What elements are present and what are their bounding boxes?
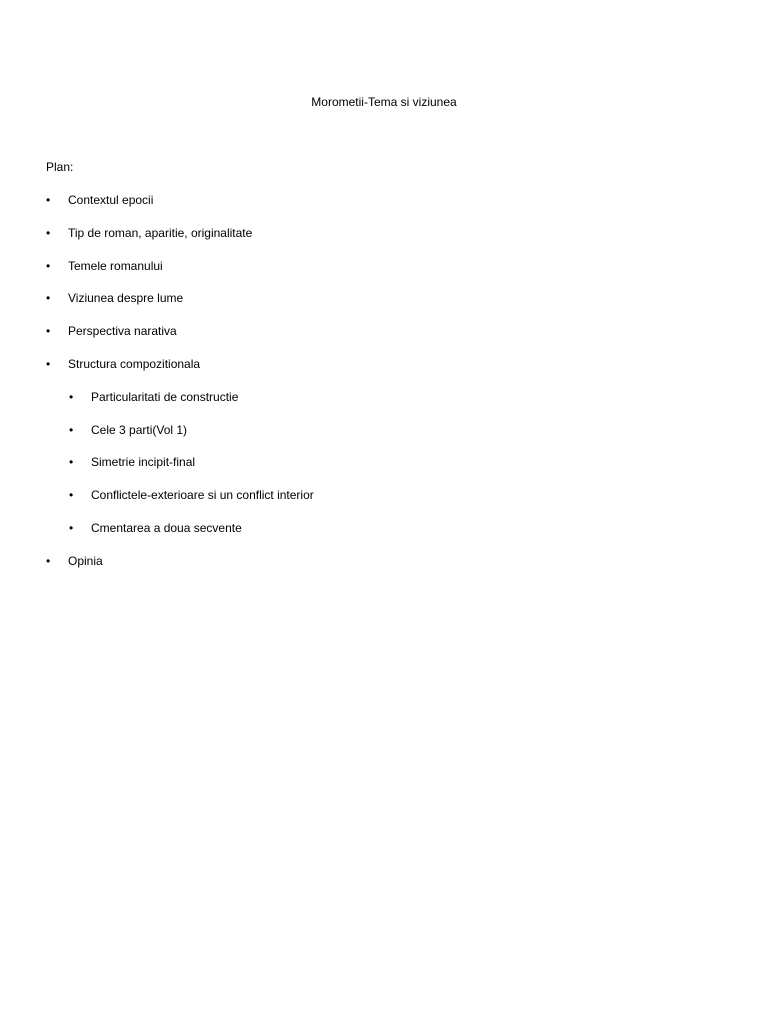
- bullet-icon: •: [69, 422, 74, 437]
- bullet-icon: •: [46, 258, 51, 273]
- list-item: [0, 355, 768, 388]
- sub-list-item: [0, 519, 768, 552]
- bullet-icon: •: [69, 389, 74, 404]
- bullet-icon: •: [69, 455, 74, 470]
- bullet-icon: •: [46, 324, 51, 339]
- bullet-icon: •: [69, 488, 74, 503]
- list-item-text: Cele 3 parti(Vol 1): [91, 422, 188, 437]
- bullet-icon: •: [46, 225, 51, 240]
- list-item-text: Contextul epocii: [68, 193, 154, 207]
- list-item-text: Tip de roman, aparitie, originalitate: [68, 225, 253, 240]
- bullet-icon: •: [46, 193, 51, 207]
- list-item: [0, 257, 768, 290]
- sub-list-item: [0, 421, 768, 454]
- list-item-text: Temele romanului: [68, 258, 163, 273]
- list-item: [0, 289, 768, 322]
- list-item-text: Cmentarea a doua secvente: [91, 520, 242, 535]
- list-item: [0, 224, 768, 257]
- list-item-text: Viziunea despre lume: [68, 291, 184, 306]
- sub-list-item: [0, 486, 768, 519]
- list-item: [0, 552, 768, 585]
- list-item: [0, 191, 768, 224]
- sub-list-item: [0, 388, 768, 421]
- list-item-text: Simetrie incipit-final: [91, 455, 196, 470]
- bullet-icon: •: [46, 291, 51, 306]
- plan-label: Plan:: [46, 160, 74, 174]
- list-item-text: Perspectiva narativa: [68, 324, 177, 339]
- sub-list-item: [0, 453, 768, 486]
- bullet-icon: •: [46, 553, 51, 568]
- plan-list: [0, 191, 768, 585]
- bullet-icon: •: [69, 520, 74, 535]
- bullet-icon: •: [46, 356, 51, 371]
- list-item-text: Particularitati de constructie: [91, 389, 239, 404]
- document-title: Morometii-Tema si viziunea: [311, 95, 457, 109]
- list-item-text: Conflictele-exterioare si un conflict interior: [91, 488, 314, 503]
- list-item: [0, 322, 768, 355]
- list-item-text: Opinia: [68, 553, 103, 568]
- list-item-text: Structura compozitionala: [68, 356, 201, 371]
